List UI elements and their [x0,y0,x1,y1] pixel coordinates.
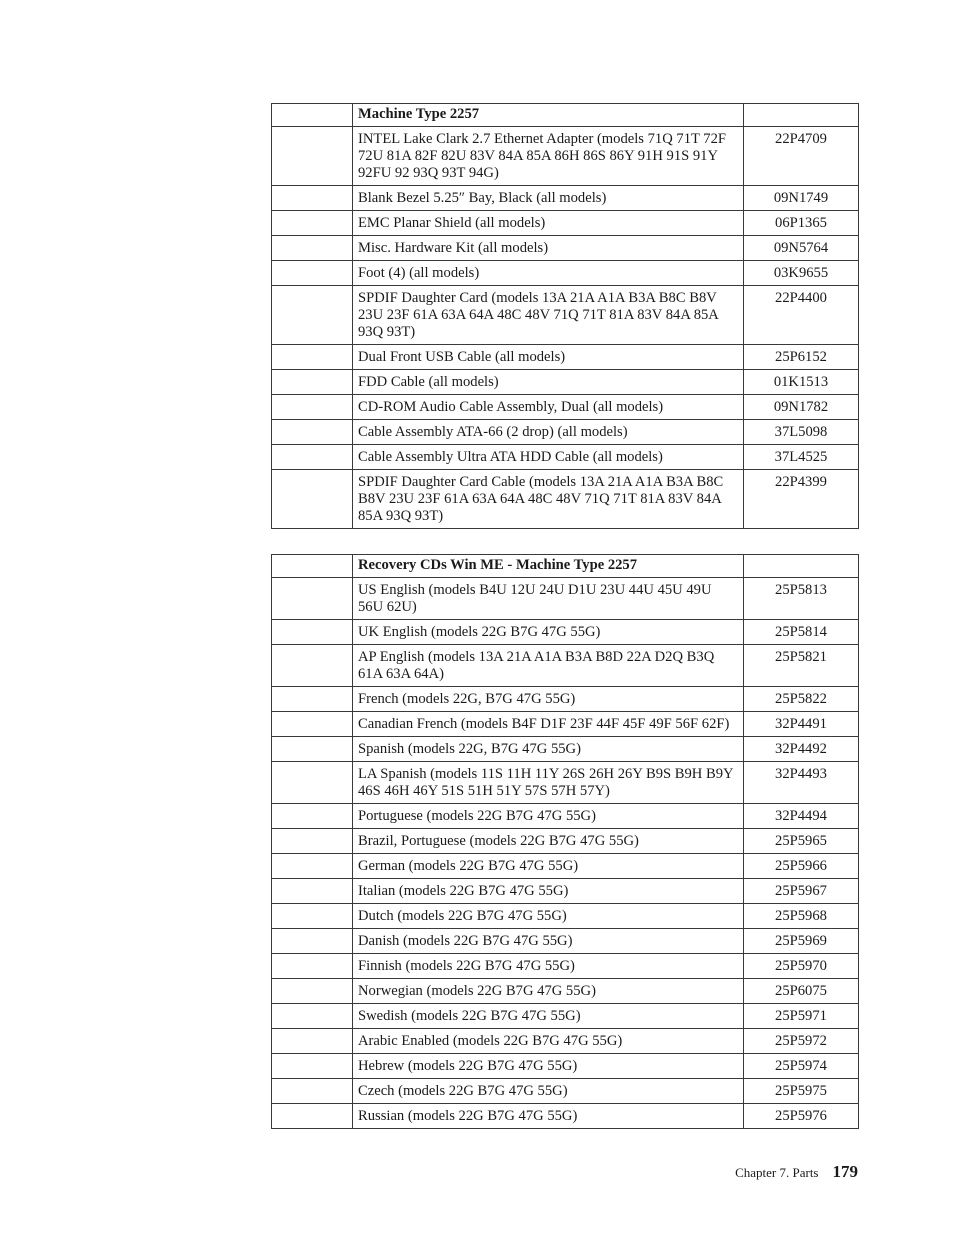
index-cell [272,829,353,854]
part-description: Finnish (models 22G B7G 47G 55G) [353,954,744,979]
part-description: Misc. Hardware Kit (all models) [353,236,744,261]
index-cell [272,420,353,445]
parts-table-machine-type [271,103,859,529]
table-row [272,186,859,211]
part-number: 37L4525 [744,445,859,470]
part-description: SPDIF Daughter Card (models 13A 21A A1A B3A B8C B8V 23U 23F 61A 63A 64A 48C 48V 71Q 71T 81A 83V 84A 85A 93Q 93T) [353,286,744,345]
table-row [272,395,859,420]
page-footer [735,1162,858,1182]
part-number: 09N1782 [744,395,859,420]
index-cell [272,286,353,345]
table-row [272,645,859,687]
table-row [272,345,859,370]
part-description: French (models 22G, B7G 47G 55G) [353,687,744,712]
table-row [272,1054,859,1079]
part-description: Arabic Enabled (models 22G B7G 47G 55G) [353,1029,744,1054]
index-cell [272,127,353,186]
part-description: Brazil, Portuguese (models 22G B7G 47G 55G) [353,829,744,854]
part-description: Foot (4) (all models) [353,261,744,286]
table-row [272,620,859,645]
index-cell [272,578,353,620]
part-description: Swedish (models 22G B7G 47G 55G) [353,1004,744,1029]
table-header-row [272,555,859,578]
part-description: US English (models B4U 12U 24U D1U 23U 44U 45U 49U 56U 62U) [353,578,744,620]
part-number: 25P5813 [744,578,859,620]
table-row [272,286,859,345]
part-number: 32P4493 [744,762,859,804]
part-number: 22P4400 [744,286,859,345]
part-number: 32P4492 [744,737,859,762]
part-number: 32P4494 [744,804,859,829]
table-row [272,712,859,737]
index-cell [272,979,353,1004]
index-cell [272,555,353,578]
index-cell [272,1029,353,1054]
table-row [272,1029,859,1054]
part-description: Spanish (models 22G, B7G 47G 55G) [353,737,744,762]
table-row [272,236,859,261]
part-description: Russian (models 22G B7G 47G 55G) [353,1104,744,1129]
index-cell [272,620,353,645]
table-row [272,762,859,804]
table-row [272,829,859,854]
part-description: AP English (models 13A 21A A1A B3A B8D 22A D2Q B3Q 61A 63A 64A) [353,645,744,687]
part-number: 25P5821 [744,645,859,687]
part-number: 22P4709 [744,127,859,186]
index-cell [272,804,353,829]
part-description: German (models 22G B7G 47G 55G) [353,854,744,879]
part-number: 25P6152 [744,345,859,370]
index-cell [272,395,353,420]
index-cell [272,370,353,395]
part-description: Dual Front USB Cable (all models) [353,345,744,370]
part-description: FDD Cable (all models) [353,370,744,395]
table-row [272,445,859,470]
part-description: CD-ROM Audio Cable Assembly, Dual (all models) [353,395,744,420]
part-number-header [744,104,859,127]
index-cell [272,1054,353,1079]
part-number: 37L5098 [744,420,859,445]
table-row [272,370,859,395]
part-number: 22P4399 [744,470,859,529]
part-number: 09N5764 [744,236,859,261]
index-cell [272,854,353,879]
table-row [272,879,859,904]
index-cell [272,236,353,261]
part-number: 25P5976 [744,1104,859,1129]
index-cell [272,186,353,211]
index-cell [272,1104,353,1129]
table-row [272,804,859,829]
index-cell [272,879,353,904]
part-description: Blank Bezel 5.25″ Bay, Black (all models) [353,186,744,211]
part-number: 25P5967 [744,879,859,904]
table-row [272,904,859,929]
part-number: 25P5974 [744,1054,859,1079]
table-header: Recovery CDs Win ME - Machine Type 2257 [353,555,744,578]
part-description: Czech (models 22G B7G 47G 55G) [353,1079,744,1104]
table-row [272,687,859,712]
table-row [272,578,859,620]
part-description: Norwegian (models 22G B7G 47G 55G) [353,979,744,1004]
index-cell [272,1004,353,1029]
table-row [272,854,859,879]
index-cell [272,737,353,762]
table-row [272,261,859,286]
part-description: Cable Assembly Ultra ATA HDD Cable (all models) [353,445,744,470]
table-row [272,470,859,529]
part-number: 25P5969 [744,929,859,954]
index-cell [272,470,353,529]
part-description: Dutch (models 22G B7G 47G 55G) [353,904,744,929]
part-description: SPDIF Daughter Card Cable (models 13A 21A A1A B3A B8C B8V 23U 23F 61A 63A 64A 48C 48V 71Q 71T 81A 83V 84A 85A 93Q 93T) [353,470,744,529]
table-row [272,1004,859,1029]
index-cell [272,261,353,286]
index-cell [272,954,353,979]
part-number: 06P1365 [744,211,859,236]
table-row [272,1079,859,1104]
part-number: 25P5970 [744,954,859,979]
part-description: LA Spanish (models 11S 11H 11Y 26S 26H 26Y B9S B9H B9Y 46S 46H 46Y 51S 51H 51Y 57S 57H 57Y) [353,762,744,804]
table-row [272,979,859,1004]
part-number: 25P5972 [744,1029,859,1054]
part-number: 25P5968 [744,904,859,929]
page-number: 179 [832,1162,858,1181]
part-number: 01K1513 [744,370,859,395]
part-description: Danish (models 22G B7G 47G 55G) [353,929,744,954]
part-description: Portuguese (models 22G B7G 47G 55G) [353,804,744,829]
table-row [272,929,859,954]
table-header-row [272,104,859,127]
table-row [272,211,859,236]
part-number: 25P5814 [744,620,859,645]
part-number: 32P4491 [744,712,859,737]
part-description: Canadian French (models B4F D1F 23F 44F 45F 49F 56F 62F) [353,712,744,737]
part-number: 03K9655 [744,261,859,286]
part-description: Cable Assembly ATA-66 (2 drop) (all models) [353,420,744,445]
index-cell [272,687,353,712]
index-cell [272,211,353,236]
part-number: 25P5965 [744,829,859,854]
part-number: 25P6075 [744,979,859,1004]
index-cell [272,712,353,737]
part-description: Italian (models 22G B7G 47G 55G) [353,879,744,904]
part-description: INTEL Lake Clark 2.7 Ethernet Adapter (models 71Q 71T 72F 72U 81A 82F 82U 83V 84A 85A 86H 86S 86Y 91H 91S 91Y 92FU 92 93Q 93T 94G) [353,127,744,186]
table-row [272,420,859,445]
table-row [272,737,859,762]
table-row [272,1104,859,1129]
index-cell [272,645,353,687]
table-row [272,954,859,979]
table-header: Machine Type 2257 [353,104,744,127]
part-number: 25P5966 [744,854,859,879]
part-number: 25P5975 [744,1079,859,1104]
part-number: 25P5822 [744,687,859,712]
index-cell [272,762,353,804]
part-number-header [744,555,859,578]
part-number: 09N1749 [744,186,859,211]
index-cell [272,1079,353,1104]
index-cell [272,445,353,470]
parts-table-recovery-cds [271,554,859,1129]
index-cell [272,104,353,127]
index-cell [272,904,353,929]
table-row [272,127,859,186]
index-cell [272,929,353,954]
index-cell [272,345,353,370]
part-description: UK English (models 22G B7G 47G 55G) [353,620,744,645]
part-number: 25P5971 [744,1004,859,1029]
part-description: EMC Planar Shield (all models) [353,211,744,236]
part-description: Hebrew (models 22G B7G 47G 55G) [353,1054,744,1079]
chapter-label: Chapter 7. Parts [735,1165,819,1180]
